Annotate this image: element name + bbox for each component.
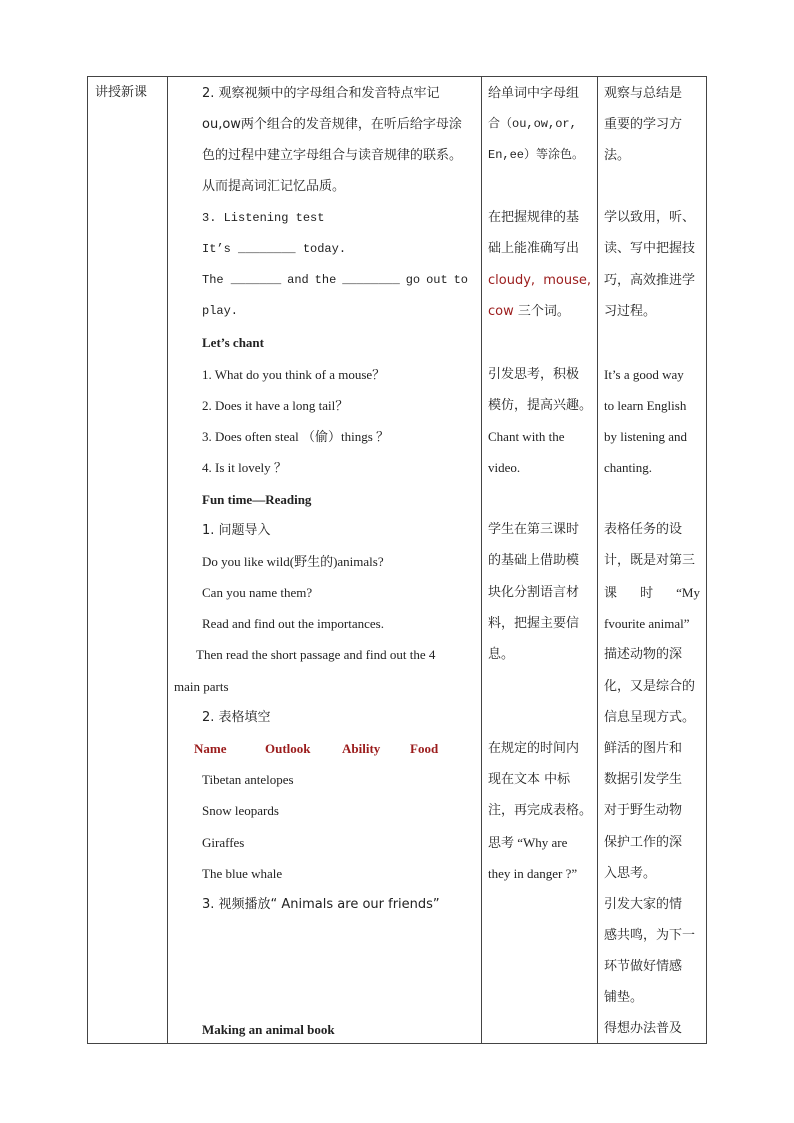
col4-line: 入思考。	[604, 866, 657, 881]
chant-title: Let’s chant	[202, 335, 264, 350]
col3-line: 在把握规律的基	[488, 210, 580, 225]
col3-line: 给单词中字母组	[488, 86, 580, 101]
col3-line: Chant with the	[488, 429, 565, 444]
fun-time-title: Fun time—Reading	[202, 492, 312, 507]
listening-title: 3. Listening test	[202, 211, 325, 225]
col4-line: 课 时 “My	[604, 585, 700, 600]
col4-line: 化，又是综合的	[604, 679, 696, 694]
chant-item: 2. Does it have a long tail？	[202, 398, 349, 413]
fun-question: Read and find out the importances.	[202, 616, 384, 631]
chant-item: 3. Does often steal （偷）things ？	[202, 429, 390, 444]
col4-line: 重要的学习方	[604, 117, 683, 132]
animal-name: The blue whale	[202, 866, 283, 881]
chant-item: 1. What do you think of a mouse？	[202, 367, 386, 382]
video-step: 3. 视频播放“ Animals are our friends”	[202, 897, 440, 912]
listening-question: The _______ and the ________ go out to	[202, 273, 468, 287]
chant-item: 4. Is it lovely ？	[202, 460, 287, 475]
col4-line: chanting.	[604, 460, 653, 475]
col4-line: 表格任务的设	[604, 522, 683, 537]
col4-line: 对于野生动物	[604, 803, 683, 818]
column-divider	[481, 77, 482, 1043]
fun-step: 1. 问题导入	[202, 523, 271, 538]
col4-line: 计，既是对第三	[604, 553, 696, 568]
col4-line: 习过程。	[604, 304, 657, 319]
col3-line: 块化分割语言材	[488, 585, 580, 600]
col3-line: 思考 “Why are	[488, 835, 568, 850]
col4-line: 环节做好情感	[604, 959, 683, 974]
step2-line: ou,ow两个组合的发音规律，在听后给字母涂	[202, 117, 462, 132]
col3-line: 息。	[488, 647, 515, 662]
col4-line: to learn English	[604, 398, 687, 413]
making-title: Making an animal book	[202, 1022, 335, 1037]
table-header-outlook: Outlook	[265, 741, 311, 756]
col4-line: 保护工作的深	[604, 835, 683, 850]
col3-line: cow 三个词。	[488, 304, 570, 319]
col3-line: 的基础上借助模	[488, 553, 580, 568]
table-header-food: Food	[410, 741, 439, 756]
col3-line: 模仿，提高兴趣。	[488, 398, 593, 413]
col4-line: 数据引发学生	[604, 772, 683, 787]
table-header-ability: Ability	[342, 741, 381, 756]
col4-line: It’s a good way	[604, 367, 684, 382]
col4-line: 引发大家的情	[604, 897, 683, 912]
col4-line: 法。	[604, 148, 631, 163]
col3-line: they in danger ?”	[488, 866, 578, 881]
col4-line: 鲜活的图片和	[604, 741, 683, 756]
col3-line: En,ee）等涂色。	[488, 148, 585, 162]
step2-line: 从而提高词汇记忆品质。	[202, 179, 346, 194]
col4-line: 信息呈现方式。	[604, 710, 696, 725]
col4-line: 观察与总结是	[604, 86, 683, 101]
col3-line: 学生在第三课时	[488, 522, 580, 537]
fun-question: Do you like wild(野生的)animals?	[202, 554, 384, 569]
column-divider	[167, 77, 168, 1043]
table-header-name: Name	[194, 741, 227, 756]
col4-line: 读、写中把握技	[604, 241, 696, 256]
animal-name: Snow leopards	[202, 803, 279, 818]
col3-line: 础上能准确写出	[488, 241, 580, 256]
stage-label: 讲授新课	[95, 85, 148, 100]
col3-line: 在规定的时间内	[488, 741, 580, 756]
col4-line: 描述动物的深	[604, 647, 683, 662]
col4-line: 感共鸣，为下一	[604, 928, 696, 943]
col3-line: 引发思考，积极	[488, 367, 580, 382]
col4-line: 巧，高效推进学	[604, 273, 696, 288]
fun-question: main parts	[174, 679, 229, 694]
col4-line: fvourite animal”	[604, 616, 690, 631]
column-divider	[597, 77, 598, 1043]
col4-line: by listening and	[604, 429, 688, 444]
step2-line: 色的过程中建立字母组合与读音规律的联系。	[202, 148, 463, 163]
col4-line: 学以致用，听、	[604, 210, 696, 225]
col4-line: 铺垫。	[604, 990, 644, 1005]
step2-line: 2. 观察视频中的字母组合和发音特点牢记	[202, 86, 440, 101]
listening-question-end: play.	[202, 304, 239, 318]
col3-highlighted-words: cloudy, mouse,	[488, 273, 591, 288]
listening-question: It’s ________ today.	[202, 242, 347, 256]
col4-line: 得想办法普及	[604, 1021, 683, 1036]
col3-line: 注，再完成表格。	[488, 803, 593, 818]
fun-question: Then read the short passage and find out the 4	[196, 647, 436, 662]
animal-name: Tibetan antelopes	[202, 772, 294, 787]
col3-line: 料，把握主要信	[488, 616, 580, 631]
fun-step: 2. 表格填空	[202, 710, 271, 725]
animal-name: Giraffes	[202, 835, 245, 850]
col3-line: 合（ou,ow,or,	[488, 117, 577, 131]
col3-line: video.	[488, 460, 521, 475]
fun-question: Can you name them?	[202, 585, 313, 600]
col3-line: 现在文本 中标	[488, 772, 571, 787]
